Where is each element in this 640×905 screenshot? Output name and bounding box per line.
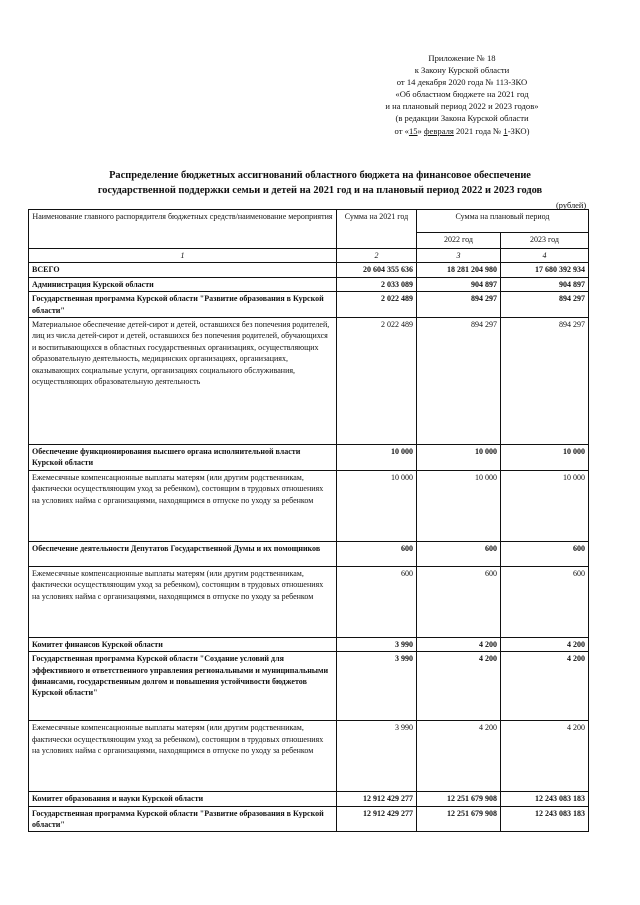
row-2023-cell: 10 000	[501, 445, 589, 471]
table-row	[29, 792, 589, 806]
table-row	[29, 445, 589, 471]
header-name: Наименование главного распорядителя бюджетных средств/наименование мероприятия	[29, 210, 337, 249]
row-name-cell: Администрация Курской области	[29, 277, 337, 291]
appendix-line: к Закону Курской области	[414, 65, 510, 76]
row-2022-cell: 4 200	[417, 721, 501, 792]
row-name-cell: Обеспечение деятельности Депутатов Государственной Думы и их помощников	[29, 541, 337, 566]
row-name-cell: Ежемесячные компенсационные выплаты матерям (или другим родственникам, фактически осуществляющим уход за ребенком), состоящим в трудовых отношениях на условиях найма с организациями, находящимся в отпуске по уходу за ребенком	[29, 566, 337, 637]
appendix-line	[362, 125, 562, 137]
row-2021-cell: 12 912 429 277	[337, 806, 417, 832]
table-row	[29, 566, 589, 637]
table-row	[29, 721, 589, 792]
row-2023-cell: 600	[501, 566, 589, 637]
table-row	[29, 277, 589, 291]
table-row	[29, 318, 589, 445]
row-2022-cell: 12 251 679 908	[417, 792, 501, 806]
header-planned: Сумма на плановый период	[417, 210, 589, 233]
row-2022-cell: 600	[417, 566, 501, 637]
row-2021-cell: 10 000	[337, 445, 417, 471]
row-2021-cell: 600	[337, 541, 417, 566]
budget-table	[28, 209, 589, 832]
row-2023-cell: 17 680 392 934	[501, 263, 589, 277]
title-line: государственной поддержки семьи и детей на 2021 год и на плановый период 2022 и 2023 годов	[97, 185, 543, 196]
appendix-line: и на плановый период 2022 и 2023 годов»	[385, 101, 539, 112]
row-2023-cell: 894 297	[501, 292, 589, 318]
index-cell: 3	[417, 249, 501, 263]
row-2021-cell: 12 912 429 277	[337, 792, 417, 806]
header-2023: 2023 год	[501, 233, 589, 249]
appendix-line: Приложение № 18	[428, 53, 496, 63]
row-2022-cell: 600	[417, 541, 501, 566]
index-cell: 1	[29, 249, 337, 263]
row-2022-cell: 10 000	[417, 445, 501, 471]
appendix-line: (в редакции Закона Курской области	[395, 113, 529, 124]
table-row	[29, 263, 589, 277]
appendix-text: »	[417, 125, 424, 136]
row-2021-cell: 20 604 355 636	[337, 263, 417, 277]
table-row	[29, 806, 589, 832]
row-name-cell: Государственная программа Курской области "Развитие образования в Курской области"	[29, 292, 337, 318]
row-2022-cell: 4 200	[417, 652, 501, 721]
row-name-cell: Обеспечение функционирования высшего органа исполнительной власти Курской области	[29, 445, 337, 471]
appendix-text: 2021 года №	[453, 125, 504, 136]
row-name-cell: Ежемесячные компенсационные выплаты матерям (или другим родственникам, фактически осуществляющим уход за ребенком), состоящим в трудовых отношениях на условиях найма с организациями, находящимся в отпуске по уходу за ребенком	[29, 470, 337, 541]
row-2023-cell: 894 297	[501, 318, 589, 445]
appendix-text: -ЗКО)	[507, 125, 530, 136]
row-2023-cell: 12 243 083 183	[501, 792, 589, 806]
row-2022-cell: 4 200	[417, 637, 501, 651]
appendix-line: «Об областном бюджете на 2021 год	[395, 89, 529, 100]
row-2021-cell: 600	[337, 566, 417, 637]
row-name-cell: Комитет образования и науки Курской области	[29, 792, 337, 806]
appendix-law-number: 1	[503, 125, 508, 136]
row-2022-cell: 904 897	[417, 277, 501, 291]
appendix-day: 15	[408, 125, 418, 136]
row-2021-cell: 10 000	[337, 470, 417, 541]
row-2021-cell: 3 990	[337, 652, 417, 721]
row-2021-cell: 2 022 489	[337, 318, 417, 445]
index-cell: 2	[337, 249, 417, 263]
row-2023-cell: 4 200	[501, 652, 589, 721]
table-index-row	[29, 249, 589, 263]
row-2023-cell: 600	[501, 541, 589, 566]
row-2023-cell: 4 200	[501, 637, 589, 651]
row-name-cell: Комитет финансов Курской области	[29, 637, 337, 651]
row-2023-cell: 10 000	[501, 470, 589, 541]
row-2022-cell: 10 000	[417, 470, 501, 541]
table-row	[29, 541, 589, 566]
row-name-cell: Государственная программа Курской области "Развитие образования в Курской области"	[29, 806, 337, 832]
document-title	[40, 168, 600, 198]
appendix-text: от «	[394, 125, 409, 136]
row-2021-cell: 3 990	[337, 721, 417, 792]
index-cell: 4	[501, 249, 589, 263]
row-2021-cell: 3 990	[337, 637, 417, 651]
appendix-line: от 14 декабря 2020 года № 113-ЗКО	[396, 77, 528, 88]
row-name-cell: Государственная программа Курской области "Создание условий для эффективного и ответственного управления региональными и муниципальными финансами, государственным долгом и повышения устойчивости бюджетов Курской области"	[29, 652, 337, 721]
row-2022-cell: 894 297	[417, 318, 501, 445]
row-2021-cell: 2 022 489	[337, 292, 417, 318]
row-2023-cell: 4 200	[501, 721, 589, 792]
table-row	[29, 470, 589, 541]
header-sum-2021: Сумма на 2021 год	[337, 210, 417, 249]
row-2023-cell: 904 897	[501, 277, 589, 291]
row-name-cell: Ежемесячные компенсационные выплаты матерям (или другим родственникам, фактически осуществляющим уход за ребенком), состоящим в трудовых отношениях на условиях найма с организациями, находящимся в отпуске по уходу за ребенком	[29, 721, 337, 792]
table-row	[29, 292, 589, 318]
title-line: Распределение бюджетных ассигнований областного бюджета на финансовое обеспечение	[109, 170, 531, 181]
row-name-cell: ВСЕГО	[29, 263, 337, 277]
row-2022-cell: 18 281 204 980	[417, 263, 501, 277]
table-row	[29, 652, 589, 721]
row-2022-cell: 12 251 679 908	[417, 806, 501, 832]
table-row	[29, 637, 589, 651]
appendix-block	[362, 52, 562, 137]
row-2023-cell: 12 243 083 183	[501, 806, 589, 832]
units-label: (рублей)	[556, 201, 587, 210]
table-header-row	[29, 210, 589, 233]
row-name-cell: Материальное обеспечение детей-сирот и детей, оставшихся без попечения родителей, лиц из числа детей-сирот и детей, оставшихся без попечения родителей, обучающихся и воспитывающихся в областных государственных организациях, осуществляющих образовательную деятельность, медицинских организациях, организациях, оказывающих социальные услуги, организациях социального обслуживания, осуществляющих образовательную деятельность	[29, 318, 337, 445]
appendix-month: февраля	[423, 125, 454, 136]
header-2022: 2022 год	[417, 233, 501, 249]
row-2021-cell: 2 033 089	[337, 277, 417, 291]
row-2022-cell: 894 297	[417, 292, 501, 318]
